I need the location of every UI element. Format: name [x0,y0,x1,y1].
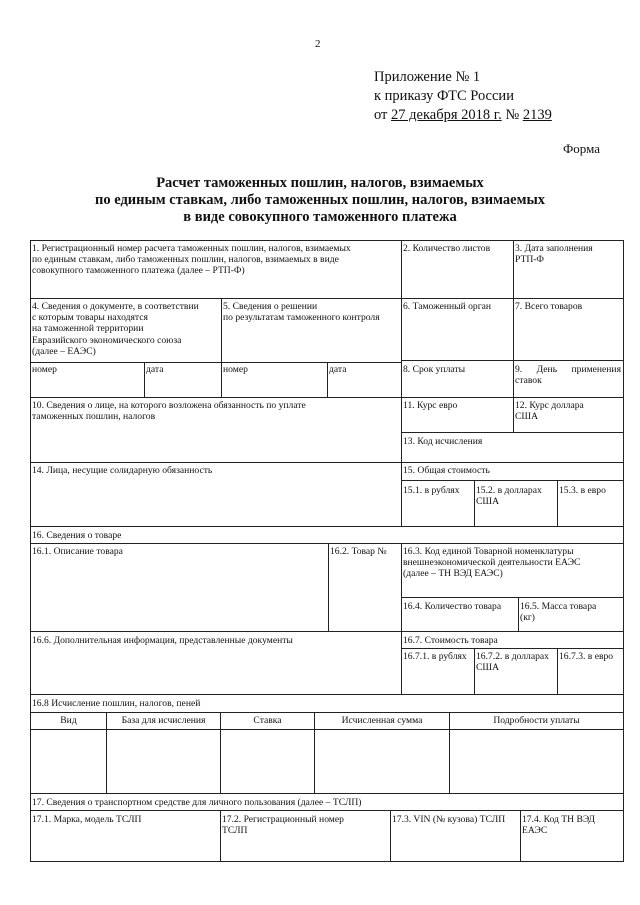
field-7-label: 7. Всего товаров [515,301,583,312]
field-15-3-label: 15.3. в евро [559,485,606,496]
grid-line [30,694,624,695]
field-16-5-line: 16.5. Масса товара [520,601,597,612]
field-6-label: 6. Таможенный орган [403,301,492,312]
field-14-label: 14. Лица, несущие солидарную обязанность [32,465,213,476]
field-1-line: 1. Регистрационный номер расчета таможенных пошлин, налогов, взимаемых [32,243,351,254]
field-4-line: (далее – ЕАЭС) [32,345,96,357]
field-4-label [32,301,199,357]
grid-line [327,362,328,397]
field-9-word: применения [571,364,621,375]
field-16-5-line: (кг) [520,612,535,624]
grid-line [30,298,624,299]
field-16-5-label [520,601,596,623]
field-4-line: 4. Сведения о документе, в соответствии [32,301,199,312]
number-prefix: № [505,107,520,123]
grid-line [401,432,624,433]
grid-line [30,462,624,463]
field-15-1-label: 15.1. в рублях [403,485,460,496]
field-17-4-line: ЕАЭС [522,825,548,837]
field-16-8-label: 16.8 Исчисление пошлин, налогов, пеней [32,698,201,709]
grid-line [30,861,624,862]
grid-line [401,543,402,694]
appendix-date-line [374,106,552,124]
grid-line [30,729,624,730]
calc-header-amount: Исчисленная сумма [341,715,423,726]
date-prefix: от [374,107,388,123]
field-5-line: по результатам таможенного контроля [223,312,380,324]
field-16-3-line: внешнеэкономической деятельности ЕАЭС [403,557,581,569]
field-1-label [32,243,351,277]
field-12-label [515,400,584,422]
field-3-line: РТП-Ф [515,254,545,266]
calc-header-base: База для исчисления [121,715,206,726]
field-4-line: Евразийского экономического союза [32,334,182,346]
grid-line [30,712,624,713]
grid-line [30,526,624,527]
field-3-line: 3. Дата заполнения [515,243,593,254]
field-13-label: 13. Код исчисления [403,436,483,447]
field-15-2-label [476,485,542,507]
field-9-line [515,364,621,375]
field-9-label [515,364,621,386]
field-15-2-line: США [476,496,500,508]
grid-line [328,543,329,631]
field-16-3-label [403,546,580,580]
grid-line [474,480,475,526]
field-16-1-label: 16.1. Описание товара [32,546,123,557]
order-number: 2139 [522,107,552,123]
field-1-line: совокупного таможенного платежа (далее – РТП-Ф) [32,265,245,277]
grid-line [401,597,624,598]
field-10-label [32,400,306,422]
document-title-line-2: по единым ставкам, либо таможенных пошлин, налогов, взимаемых [94,192,546,208]
grid-line [30,631,624,632]
field-11-label: 11. Курс евро [403,400,458,411]
field-17-2-line: ТСЛП [222,825,248,837]
field-16-2-label: 16.2. Товар № [330,546,387,557]
field-10-line: 10. Сведения о лице, на которого возложена обязанность по уплате [32,400,306,411]
field-17-label: 17. Сведения о транспортном средстве для личного пользования (далее – ТСЛП) [32,797,362,808]
appendix-title: Приложение № 1 [374,69,481,85]
field-4-number-label: номер [32,364,57,375]
field-2-label: 2. Количество листов [403,243,491,254]
grid-line [144,362,145,397]
field-16-4-label: 16.4. Количество товара [403,601,502,612]
grid-line [220,810,221,861]
grid-line [30,543,624,544]
grid-line [474,648,475,694]
field-10-line: таможенных пошлин, налогов [32,411,156,423]
grid-line [30,810,624,811]
field-17-2-line: 17.2. Регистрационный номер [222,814,344,825]
field-3-label [515,243,593,265]
field-15-label: 15. Общая стоимость [403,465,490,476]
grid-line [401,240,402,526]
field-5-label [223,301,380,323]
appendix-order: к приказу ФТС России [374,88,514,104]
field-8-label: 8. Срок уплаты [403,364,466,375]
field-9-word: День [536,364,558,375]
page-number: 2 [315,38,321,50]
field-16-3-line: (далее – ТН ВЭД ЕАЭС) [403,568,503,580]
form-label: Форма [563,141,600,156]
field-4-line: на таможенной территории [32,323,144,335]
field-17-4-label [522,814,595,836]
field-5-line: 5. Сведения о решении [223,301,318,312]
grid-line [518,597,519,631]
document-title-line-1: Расчет таможенных пошлин, налогов, взимаемых [156,175,484,191]
field-1-line: по единым ставкам, либо таможенных пошлин, налогов, взимаемых в виде [32,254,339,266]
field-5-date-label: дата [329,364,347,375]
grid-line [513,240,514,397]
calc-header-type: Вид [60,715,77,726]
field-17-3-label: 17.3. VIN (№ кузова) ТСЛП [392,814,506,825]
field-5-number-label: номер [223,364,248,375]
field-16-label: 16. Сведения о товаре [32,530,122,541]
document-title-line-3: в виде совокупного таможенного платежа [183,209,457,225]
field-16-7-2-line: США [476,662,500,674]
grid-line [30,240,624,241]
field-9-number: 9. [515,364,523,375]
calc-header-payment-details: Подробности уплаты [493,715,580,726]
field-12-line: США [515,411,539,423]
field-16-6-label: 16.6. Дополнительная информация, представленные документы [32,635,293,646]
field-9-line: ставок [515,375,542,387]
field-15-2-line: 15.2. в долларах [476,485,542,496]
field-16-7-1-label: 16.7.1. в рублях [403,651,467,662]
field-16-7-3-label: 16.7.3. в евро [559,651,614,662]
order-date: 27 декабря 2018 г. [391,107,502,123]
field-4-line: с которым товары находятся [32,312,148,324]
field-16-7-2-line: 16.7.2. в долларах [476,651,549,662]
field-12-line: 12. Курс доллара [515,400,584,411]
grid-line [30,793,624,794]
field-17-4-line: 17.4. Код ТН ВЭД [522,814,595,825]
grid-line [30,362,401,363]
calc-header-rate: Ставка [253,715,282,726]
grid-line [623,240,624,861]
grid-line [557,648,558,694]
grid-line [401,648,624,649]
grid-line [557,480,558,526]
grid-line [390,810,391,861]
field-4-date-label: дата [146,364,164,375]
field-16-7-2-label [476,651,549,673]
grid-line [30,397,624,398]
field-17-2-label [222,814,344,836]
field-16-3-line: 16.3. Код единой Товарной номенклатуры [403,546,574,557]
field-16-7-label: 16.7. Стоимость товара [403,635,498,646]
grid-line [520,810,521,861]
field-17-1-label: 17.1. Марка, модель ТСЛП [32,814,142,825]
grid-line [221,298,222,397]
grid-line [401,480,624,481]
grid-line [30,240,31,861]
grid-line [513,397,514,432]
